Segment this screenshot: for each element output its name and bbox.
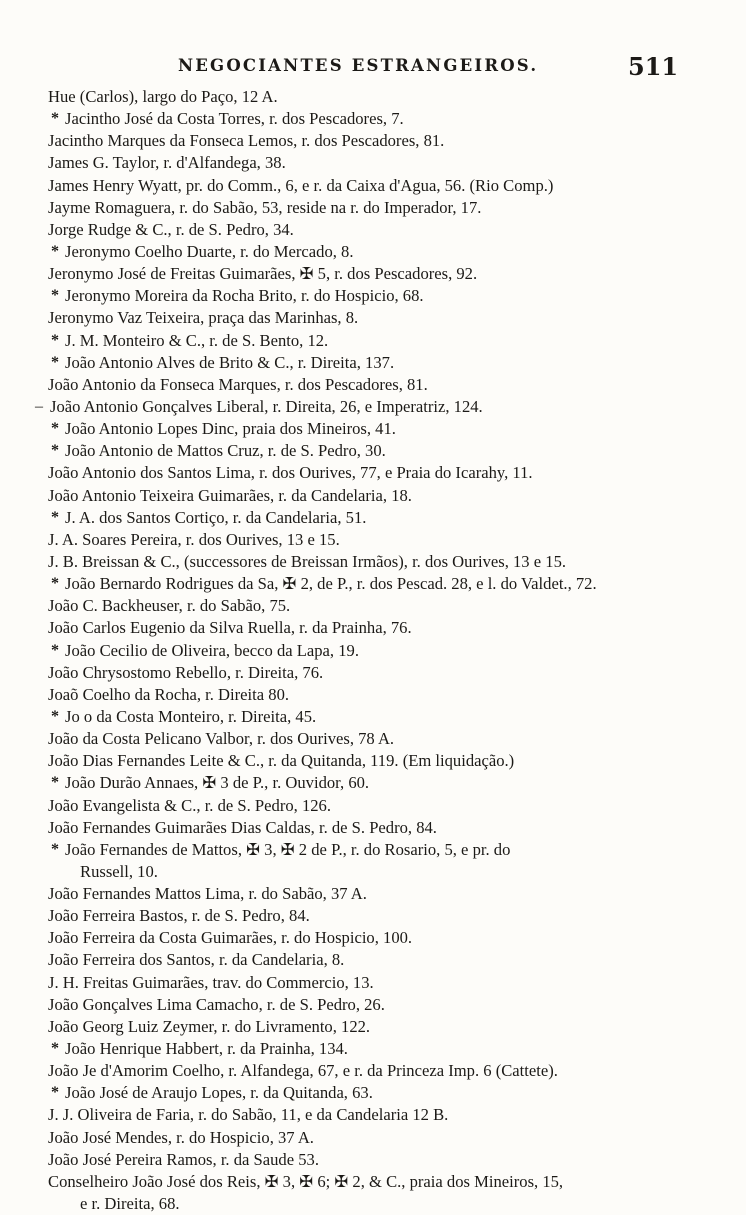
- entry-text: Conselheiro João José dos Reis, ✠ 3, ✠ 6; ✠ 2, & C., praia dos Mineiros, 15,: [48, 1171, 564, 1191]
- entry-text: João Ferreira dos Santos, r. da Candelaria, 8.: [48, 950, 345, 970]
- directory-entry: [0, 1171, 746, 1193]
- directory-entry: [0, 861, 746, 883]
- directory-entry: [0, 440, 746, 462]
- directory-entry: [0, 551, 746, 573]
- directory-entry: [0, 130, 746, 152]
- entry-text: João Evangelista & C., r. de S. Pedro, 126.: [48, 795, 331, 815]
- entry-text: J. A. dos Santos Cortiço, r. da Candelaria, 51.: [65, 507, 367, 527]
- asterisk-marker: *: [51, 707, 59, 725]
- page-number: 511: [628, 52, 679, 81]
- directory-entry: [0, 927, 746, 949]
- directory-entry: [0, 595, 746, 617]
- entry-text: Jeronymo Coelho Duarte, r. do Mercado, 8.: [65, 241, 354, 261]
- directory-entry: [0, 285, 746, 307]
- entry-text: João Ferreira da Costa Guimarães, r. do Hospicio, 100.: [48, 928, 413, 948]
- asterisk-marker: *: [51, 353, 59, 371]
- directory-entry: [0, 108, 746, 130]
- entry-text: Hue (Carlos), largo do Paço, 12 A.: [48, 87, 278, 106]
- page-header: [0, 52, 746, 82]
- directory-entry: [0, 750, 746, 772]
- entry-text: James G. Taylor, r. d'Alfandega, 38.: [48, 153, 286, 173]
- directory-entry: [0, 772, 746, 794]
- directory-entry: [0, 396, 746, 418]
- directory-entry: [0, 684, 746, 706]
- directory-entry: [0, 263, 746, 285]
- directory-entry: [0, 817, 746, 839]
- directory-entry: [0, 219, 746, 241]
- entry-text: Jorge Rudge & C., r. de S. Pedro, 34.: [48, 219, 294, 239]
- entry-text: João Henrique Habbert, r. da Prainha, 134.: [65, 1039, 348, 1059]
- asterisk-marker: *: [51, 641, 59, 659]
- entry-text: João José de Araujo Lopes, r. da Quitanda, 63.: [65, 1083, 373, 1103]
- asterisk-marker: *: [51, 1040, 59, 1058]
- running-title: NEGOCIANTES ESTRANGEIROS.: [178, 56, 539, 75]
- directory-entry: [0, 972, 746, 994]
- directory-entry: [0, 795, 746, 817]
- entry-text: João Antonio da Fonseca Marques, r. dos Pescadores, 81.: [48, 374, 428, 394]
- entry-text: Jacintho Marques da Fonseca Lemos, r. dos Pescadores, 81.: [48, 131, 445, 151]
- entry-text: João Antonio dos Santos Lima, r. dos Ourives, 77, e Praia do Icarahy, 11.: [48, 463, 533, 483]
- entry-text: João Je d'Amorim Coelho, r. Alfandega, 67, e r. da Princeza Imp. 6 (Cattete).: [48, 1061, 558, 1081]
- directory-entry: [0, 1082, 746, 1104]
- entry-text: João Durão Annaes, ✠ 3 de P., r. Ouvidor, 60.: [65, 773, 370, 793]
- directory-entry: [0, 1104, 746, 1126]
- entry-text: João Fernandes Mattos Lima, r. do Sabão, 37 A.: [48, 884, 367, 904]
- entry-text: João Antonio Alves de Brito & C., r. Direita, 137.: [65, 352, 395, 372]
- entry-text: João José Mendes, r. do Hospicio, 37 A.: [48, 1127, 314, 1147]
- entry-text: Jeronymo Vaz Teixeira, praça das Marinhas, 8.: [48, 308, 359, 328]
- entry-text: Jayme Romaguera, r. do Sabão, 53, reside na r. do Imperador, 17.: [48, 197, 482, 217]
- directory-entry: [0, 374, 746, 396]
- entry-text: João Dias Fernandes Leite & C., r. da Quitanda, 119. (Em liquidação.): [48, 751, 515, 771]
- directory-entry: [0, 994, 746, 1016]
- directory-entry: [0, 728, 746, 750]
- directory-entry: [0, 86, 746, 108]
- directory-entry: [0, 507, 746, 529]
- entry-text: J. A. Soares Pereira, r. dos Ourives, 13 e 15.: [48, 529, 340, 549]
- entry-text: J. M. Monteiro & C., r. de S. Bento, 12.: [65, 330, 329, 350]
- asterisk-marker: *: [51, 420, 59, 438]
- entry-text: João Bernardo Rodrigues da Sa, ✠ 2, de P., r. dos Pescad. 28, e l. do Valdet., 72.: [65, 574, 597, 594]
- entry-text: Joaõ Coelho da Rocha, r. Direita 80.: [48, 684, 290, 704]
- directory-entry: [0, 418, 746, 440]
- asterisk-marker: *: [51, 575, 59, 593]
- entry-text: João Fernandes Guimarães Dias Caldas, r. de S. Pedro, 84.: [48, 817, 437, 837]
- directory-entry: [0, 1193, 746, 1215]
- asterisk-marker: *: [51, 774, 59, 792]
- directory-entry: [0, 662, 746, 684]
- entry-text: e r. Direita, 68.: [80, 1194, 180, 1214]
- entry-text: João Chrysostomo Rebello, r. Direita, 76.: [48, 662, 324, 682]
- directory-listing: [0, 86, 746, 1215]
- directory-entry: [0, 905, 746, 927]
- entry-text: João Antonio de Mattos Cruz, r. de S. Pedro, 30.: [65, 441, 386, 461]
- directory-entry: [0, 1038, 746, 1060]
- entry-text: João Gonçalves Lima Camacho, r. de S. Pedro, 26.: [48, 994, 385, 1014]
- entry-text: João José Pereira Ramos, r. da Saude 53.: [48, 1149, 319, 1169]
- asterisk-marker: *: [51, 1084, 59, 1102]
- entry-text: Jo o da Costa Monteiro, r. Direita, 45.: [65, 706, 317, 726]
- entry-text: João Antonio Teixeira Guimarães, r. da Candelaria, 18.: [48, 485, 412, 505]
- directory-entry: [0, 330, 746, 352]
- asterisk-marker: *: [51, 508, 59, 526]
- entry-text: João Georg Luiz Zeymer, r. do Livramento, 122.: [48, 1016, 371, 1036]
- entry-text: Jacintho José da Costa Torres, r. dos Pescadores, 7.: [65, 109, 404, 129]
- directory-entry: [0, 640, 746, 662]
- directory-entry: [0, 307, 746, 329]
- entry-text: J. J. Oliveira de Faria, r. do Sabão, 11, e da Candelaria 12 B.: [48, 1105, 449, 1125]
- asterisk-marker: *: [51, 442, 59, 460]
- directory-entry: [0, 1149, 746, 1171]
- entry-text: Jeronymo José de Freitas Guimarães, ✠ 5, r. dos Pescadores, 92.: [48, 264, 478, 284]
- entry-text: João Antonio Gonçalves Liberal, r. Direita, 26, e Imperatriz, 124.: [50, 396, 483, 416]
- entry-text: Russell, 10.: [80, 861, 158, 881]
- entry-text: Jeronymo Moreira da Rocha Brito, r. do Hospicio, 68.: [65, 286, 424, 306]
- directory-entry: [0, 462, 746, 484]
- entry-text: João Fernandes de Mattos, ✠ 3, ✠ 2 de P., r. do Rosario, 5, e pr. do: [65, 839, 511, 859]
- directory-entry: [0, 197, 746, 219]
- directory-entry: [0, 1060, 746, 1082]
- directory-entry: [0, 529, 746, 551]
- entry-text: João da Costa Pelicano Valbor, r. dos Ourives, 78 A.: [48, 729, 395, 749]
- asterisk-marker: *: [51, 331, 59, 349]
- directory-entry: [0, 152, 746, 174]
- directory-entry: [0, 617, 746, 639]
- entry-text: João Cecilio de Oliveira, becco da Lapa, 19.: [65, 640, 359, 660]
- directory-entry: [0, 949, 746, 971]
- directory-entry: [0, 241, 746, 263]
- directory-entry: [0, 839, 746, 861]
- directory-entry: [0, 352, 746, 374]
- directory-entry: [0, 1016, 746, 1038]
- directory-entry: [0, 706, 746, 728]
- directory-entry: [0, 175, 746, 197]
- entry-text: João Carlos Eugenio da Silva Ruella, r. da Prainha, 76.: [48, 618, 412, 638]
- directory-entry: [0, 573, 746, 595]
- asterisk-marker: *: [51, 287, 59, 305]
- entry-text: J. B. Breissan & C., (successores de Breissan Irmãos), r. dos Ourives, 13 e 15.: [48, 551, 567, 571]
- entry-text: João Antonio Lopes Dinc, praia dos Mineiros, 41.: [65, 419, 396, 439]
- directory-entry: [0, 1127, 746, 1149]
- asterisk-marker: *: [51, 242, 59, 260]
- asterisk-marker: *: [51, 840, 59, 858]
- directory-entry: [0, 883, 746, 905]
- entry-text: João C. Backheuser, r. do Sabão, 75.: [48, 596, 291, 616]
- asterisk-marker: *: [51, 110, 59, 128]
- entry-text: J. H. Freitas Guimarães, trav. do Commercio, 13.: [48, 972, 374, 992]
- directory-entry: [0, 485, 746, 507]
- entry-text: João Ferreira Bastos, r. de S. Pedro, 84.: [48, 906, 310, 926]
- entry-text: James Henry Wyatt, pr. do Comm., 6, e r. da Caixa d'Agua, 56. (Rio Comp.): [48, 175, 554, 195]
- dash-marker: –: [35, 397, 43, 415]
